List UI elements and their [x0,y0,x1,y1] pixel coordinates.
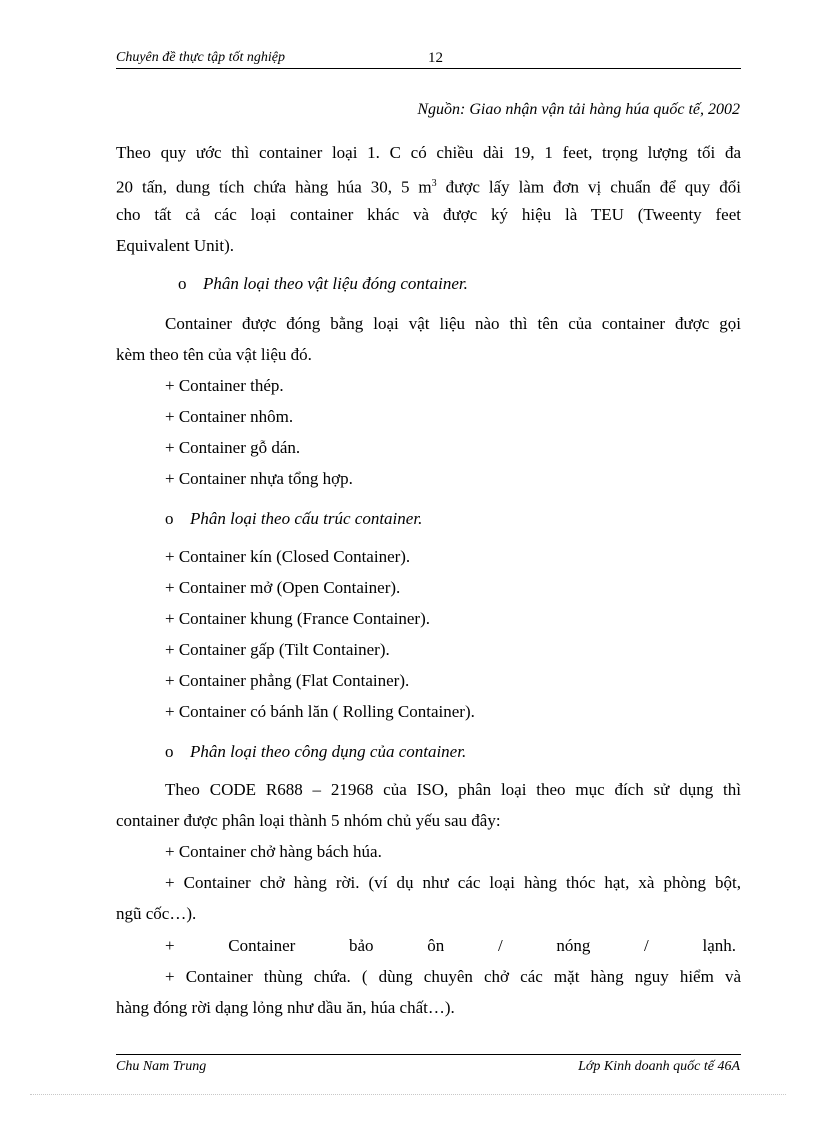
section-heading-materials: o Phân loại theo vật liệu đóng container. [178,274,468,293]
usage-paragraph-line-1: Theo CODE R688 – 21968 của ISO, phân loại theo mục đích sử dụng thì [165,780,741,799]
intro-line-2: 20 tấn, dung tích chứa hàng húa 30, 5 $m^3$ được lấy làm đơn vị chuẩn để quy đổi [116,177,741,197]
materials-paragraph-line-2: kèm theo tên của vật liệu đó. [116,345,312,364]
list-item: + Container gỗ dán. [165,438,301,457]
list-item: + Container kín (Closed Container). [165,547,411,566]
source-citation: Nguồn: Giao nhận vận tải hàng húa quốc tế, 2002 [417,101,740,118]
footer-divider [116,1054,741,1055]
list-item: + Container thùng chứa. ( dùng chuyên chở các mặt hàng nguy hiểm và [165,967,741,986]
page-number: 12 [428,50,443,66]
intro-line-4: Equivalent Unit). [116,236,235,255]
list-item-continuation: ngũ cốc…). [116,904,197,923]
list-item: + Container phẳng (Flat Container). [165,671,410,690]
intro-line-3: cho tất cả các loại container khác và được ký hiệu là TEU (Tweenty feet [116,205,741,224]
list-item: + Container có bánh lăn ( Rolling Container). [165,702,475,721]
section-heading-usage: o Phân loại theo công dụng của container. [165,742,467,761]
page-edge-dotted-line [30,1094,786,1095]
list-item: + Container chở hàng bách húa. [165,842,382,861]
materials-paragraph-line-1: Container được đóng bằng loại vật liệu nào thì tên của container được gọi [165,314,741,333]
list-item: + Container bảo ôn / nóng / lạnh. [165,936,736,955]
list-item: + Container khung (France Container). [165,609,430,628]
footer-author: Chu Nam Trung [116,1059,207,1074]
list-item: + Container gấp (Tilt Container). [165,640,390,659]
section-heading-structure: o Phân loại theo cấu trúc container. [165,509,423,528]
list-item: + Container chở hàng rời. (ví dụ như các loại hàng thóc hạt, xà phòng bột, [165,873,741,892]
list-item: + Container nhựa tổng hợp. [165,469,353,488]
list-item: + Container mở (Open Container). [165,578,401,597]
header-divider [116,68,741,69]
intro-line-1: Theo quy ước thì container loại 1. C có chiều dài 19, 1 feet, trọng lượng tối đa [116,143,741,162]
header-title: Chuyên đề thực tập tốt nghiệp [116,50,285,65]
usage-paragraph-line-2: container được phân loại thành 5 nhóm chủ yếu sau đây: [116,811,501,830]
list-item: + Container thép. [165,376,284,395]
list-item-continuation: hàng đóng rời dạng lỏng như dầu ăn, húa chất…). [116,998,455,1017]
list-item: + Container nhôm. [165,407,294,426]
footer-class: Lớp Kinh doanh quốc tế 46A [578,1059,740,1074]
